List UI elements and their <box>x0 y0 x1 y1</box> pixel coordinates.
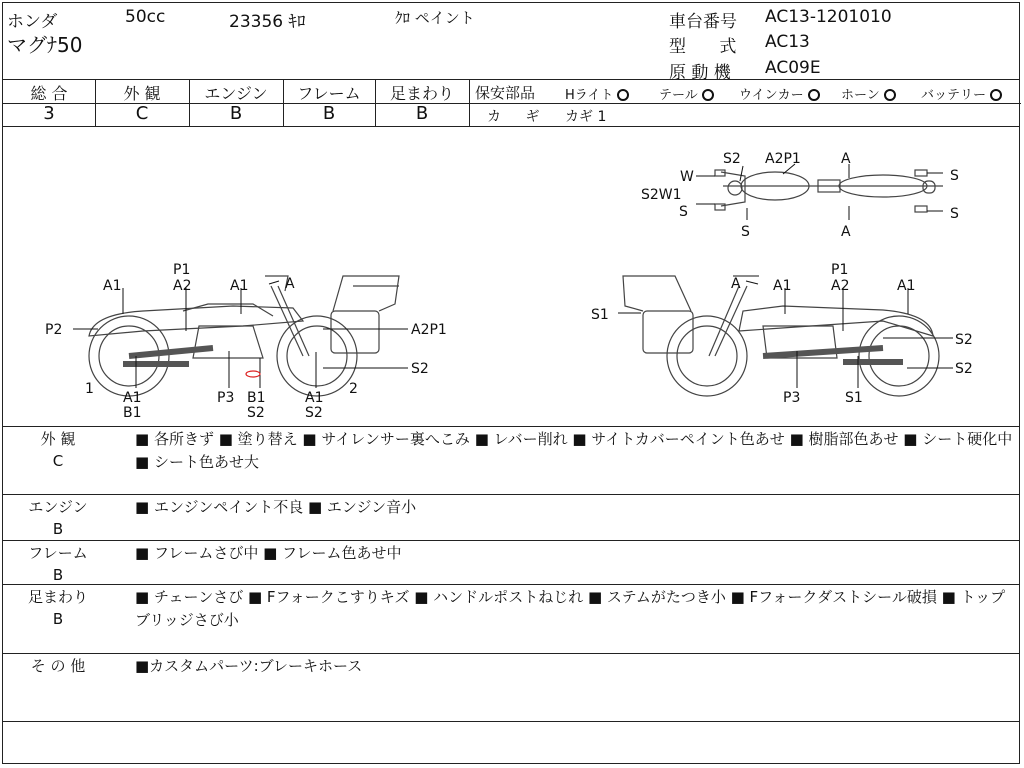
label: A2P1 <box>765 151 801 167</box>
section-label-engine: エンジン B <box>28 498 88 538</box>
section-text-suspension: ■ チェーンさび ■ Fフォークこすりキズ ■ ハンドルポストねじれ ■ ステムがたつき小 ■ Fフォークダストシール破損 ■ トップブリッジさび小 <box>135 588 1006 629</box>
label: A1 <box>305 390 324 406</box>
label: S2 <box>955 361 973 377</box>
label: S <box>679 204 688 220</box>
label: A1 <box>773 278 792 294</box>
label: S2 <box>955 332 973 348</box>
label: A1 <box>230 278 249 294</box>
engine-value: AC09E <box>765 58 821 78</box>
label: B1 <box>247 390 266 406</box>
label: W <box>680 169 694 185</box>
section-text-frame: ■ フレームさび中 ■ フレーム色あせ中 <box>135 544 402 562</box>
grade-label-engine: エンジン <box>204 84 268 103</box>
grade-label-suspension: 足まわり <box>389 84 454 103</box>
label: S <box>950 168 959 184</box>
label: 1 <box>85 381 94 397</box>
engine-label: 原 動 機 <box>669 63 731 83</box>
label: 2 <box>349 381 358 397</box>
safety-label: 保安部品 <box>475 84 536 102</box>
label: A1 <box>897 278 916 294</box>
type-value: AC13 <box>765 32 810 52</box>
section-label-frame: フレーム B <box>28 544 88 584</box>
right-side-bike <box>623 276 939 396</box>
label: S2W1 <box>641 187 682 203</box>
safety-item-winker: ウインカー <box>739 84 820 103</box>
model-name: マグﾅ50 <box>7 33 83 57</box>
label: P1 <box>831 262 849 278</box>
label: S <box>950 206 959 222</box>
label: S2 <box>247 405 265 421</box>
label: S2 <box>411 361 429 377</box>
displacement: 50cc <box>125 7 166 27</box>
label: S1 <box>591 307 609 323</box>
section-text-exterior: ■ 各所きず ■ 塗り替え ■ サイレンサー裏へこみ ■ レバー削れ ■ サイトカバーペイント色あせ ■ 樹脂部色あせ ■ シート硬化中 ■ シート色あせ大 <box>135 430 1013 471</box>
label: A1 <box>103 278 122 294</box>
label: P3 <box>783 390 801 406</box>
damage-diagram <box>3 126 1021 426</box>
label: A <box>841 151 851 167</box>
grade-exterior: C <box>135 103 149 124</box>
grade-frame: B <box>322 103 336 124</box>
divider <box>3 79 1019 80</box>
label: A <box>731 276 741 292</box>
maker: ホンダ <box>7 12 58 32</box>
label: A2P1 <box>411 322 447 338</box>
key-value: カギ 1 <box>565 109 607 125</box>
label: P1 <box>173 262 191 278</box>
type-label: 型 式 <box>669 37 751 57</box>
label: P3 <box>217 390 235 406</box>
label: A <box>841 224 851 240</box>
paint: ｸﾛ ペイント <box>395 9 475 27</box>
inspection-sheet <box>2 2 1020 764</box>
grade-total: 3 <box>43 103 55 124</box>
top-view-bike <box>715 170 943 212</box>
safety-item-battery: バッテリー <box>921 84 1002 103</box>
label: P2 <box>45 322 63 338</box>
grade-suspension: B <box>415 103 429 124</box>
frame-no: AC13-1201010 <box>765 7 892 27</box>
label: A2 <box>173 278 192 294</box>
safety-item-tail: テール <box>659 84 714 103</box>
safety-item-headlight: Hライト <box>565 84 629 103</box>
safety-item-horn: ホーン <box>841 84 896 103</box>
label: S <box>741 224 750 240</box>
section-label-exterior: 外 観 C <box>40 430 76 470</box>
label: S2 <box>305 405 323 421</box>
key-label: カ ギ <box>487 109 550 125</box>
label: S2 <box>723 151 741 167</box>
label: A2 <box>831 278 850 294</box>
grade-label-total: 総 合 <box>30 84 68 103</box>
label: B1 <box>123 405 142 421</box>
grade-label-frame: フレーム <box>297 84 361 103</box>
grade-label-exterior: 外 観 <box>123 84 161 103</box>
section-label-suspension: 足まわり B <box>27 588 88 628</box>
section-label-other: そ の 他 <box>30 657 86 675</box>
label: A1 <box>123 390 142 406</box>
label: A <box>285 276 295 292</box>
frame-no-label: 車台番号 <box>669 12 737 32</box>
grade-engine: B <box>229 103 243 124</box>
label: S1 <box>845 390 863 406</box>
section-text-other: ■カスタムパーツ:ブレーキホース <box>135 657 363 675</box>
mileage: 23356 ｷﾛ <box>229 12 306 32</box>
section-text-engine: ■ エンジンペイント不良 ■ エンジン音小 <box>135 498 417 516</box>
